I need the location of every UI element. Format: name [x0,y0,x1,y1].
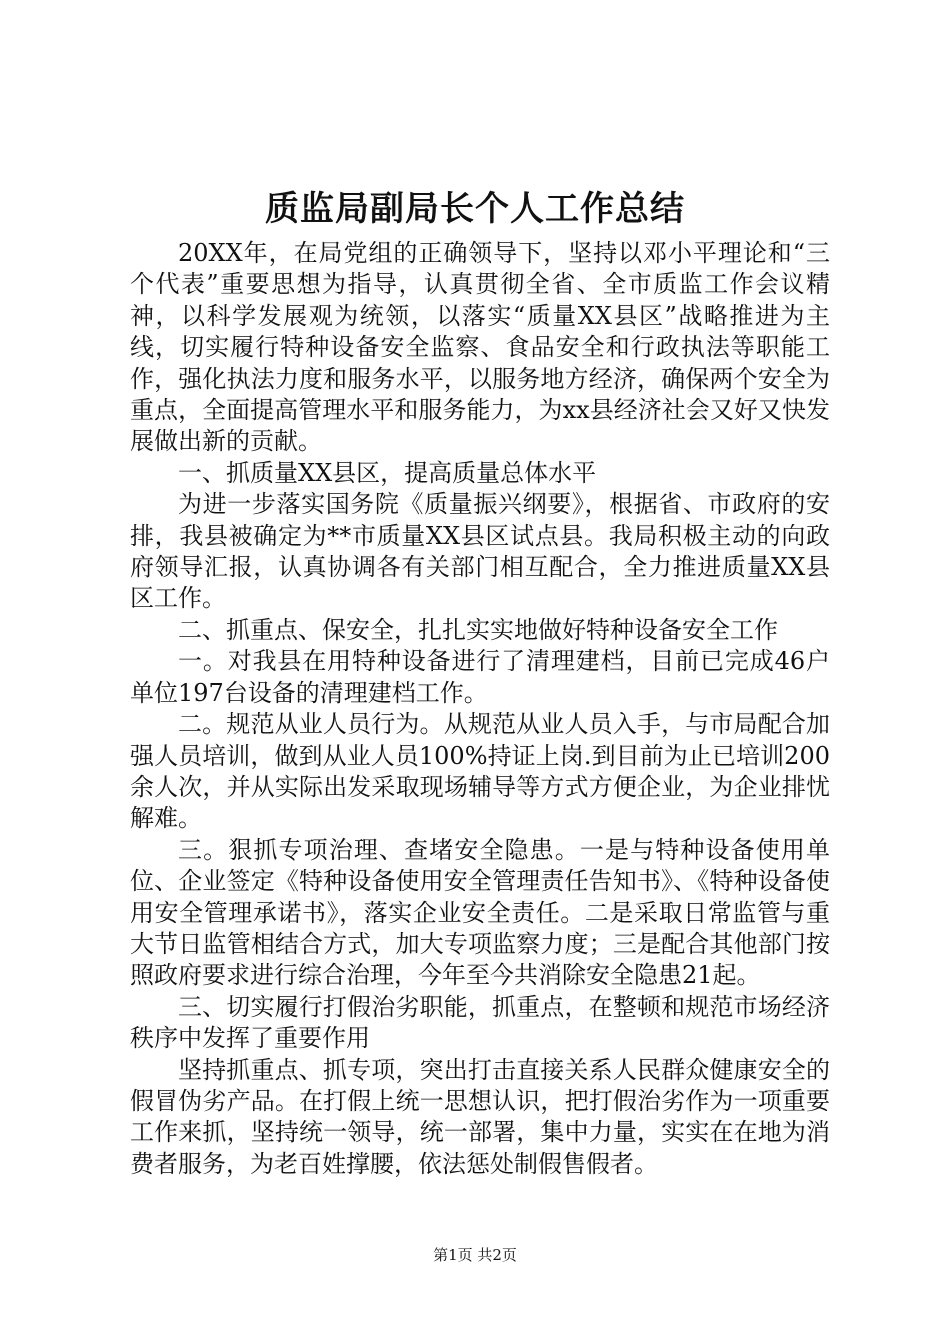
document-title: 质监局副局长个人工作总结 [265,189,685,229]
document-body [130,238,830,1180]
paragraph-item-2: 二。规范从业人员行为。从规范从业人员入手，与市局配合加强人员培训，做到从业人员100%持证上岗.到目前为止已培训200余人次，并从实际出发采取现场辅导等方式方便企业，为企业排忧解难。 [130,710,830,833]
section-heading-2: 二、抓重点、保安全，扎扎实实地做好特种设备安全工作 [178,615,778,644]
paragraph-item-3: 三。狠抓专项治理、查堵安全隐患。一是与特种设备使用单位、企业签定《特种设备使用安全管理责任告知书》、《特种设备使用安全管理承诺书》，落实企业安全责任。二是采取日常监管与重大节日监管相结合方式，加大专项监察力度；三是配合其他部门按照政府要求进行综合治理，今年至今共消除安全隐患21起。 [130,835,830,990]
paragraph-intro: 20XX年，在局党组的正确领导下，坚持以邓小平理论和“三个代表”重要思想为指导，认真贯彻全省、全市质监工作会议精神，以科学发展观为统领，以落实“质量XX县区”战略推进为主线，切实履行特种设备安全监察、食品安全和行政执法等职能工作，强化执法力度和服务水平，以服务地方经济，确保两个安全为重点，全面提高管理水平和服务能力，为xx县经济社会又好又快发展做出新的贡献。 [130,239,830,456]
page-number-footer: 第1页 共2页 [433,1246,517,1264]
paragraph-item-1: 一。对我县在用特种设备进行了清理建档，目前已完成46户单位197台设备的清理建档工作。 [130,647,830,707]
section-heading-1: 一、抓质量XX县区，提高质量总体水平 [178,458,597,487]
section-heading-3: 三、切实履行打假治劣职能，抓重点，在整顿和规范市场经济秩序中发挥了重要作用 [130,992,830,1053]
paragraph-section-1: 为进一步落实国务院《质量振兴纲要》，根据省、市政府的安排，我县被确定为**市质量XX县区试点县。我局积极主动的向政府领导汇报，认真协调各有关部门相互配合，全力推进质量XX县区工作。 [130,490,830,613]
paragraph-section-3: 坚持抓重点、抓专项，突出打击直接关系人民群众健康安全的假冒伪劣产品。在打假上统一思想认识，把打假治劣作为一项重要工作来抓，坚持统一领导，统一部署，集中力量，实实在在地为消费者服务，为老百姓撑腰，依法惩处制假售假者。 [130,1055,830,1178]
